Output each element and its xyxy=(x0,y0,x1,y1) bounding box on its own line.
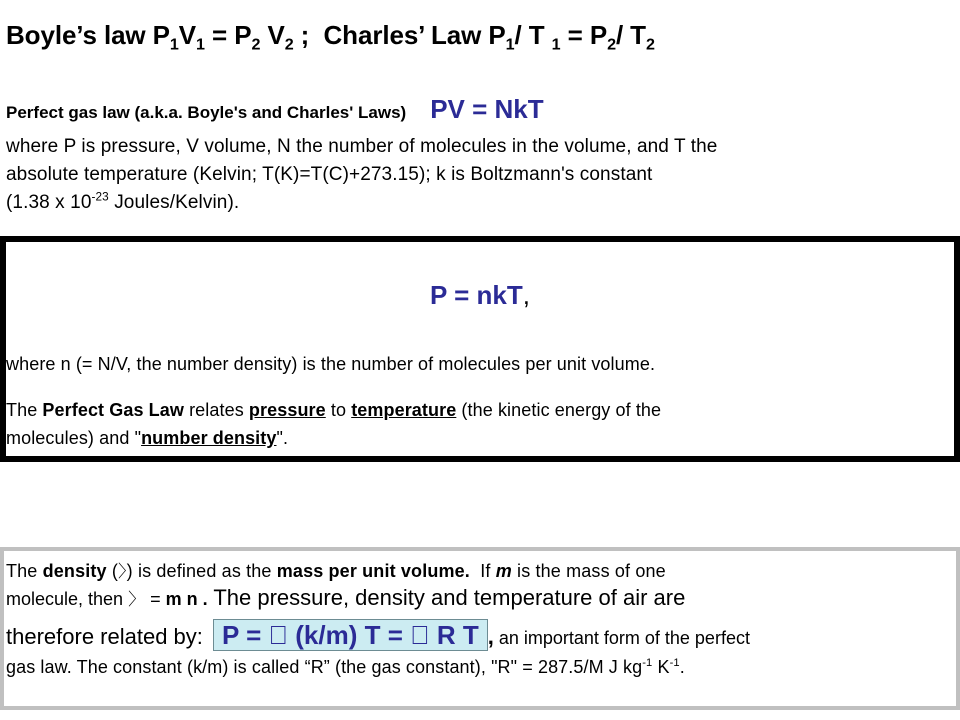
gas-constant-definition: gas law. The constant (k/m) is called “R” (the gas constant), "R" = 287.5/M J kg xyxy=(6,657,643,677)
perfect-gas-law-description xyxy=(6,133,956,217)
perfect-gas-law-label: Perfect gas law (a.k.a. Boyle's and Charles' Laws) xyxy=(6,103,407,122)
subscript: 2 xyxy=(607,35,616,54)
text: an important form of the perfect xyxy=(493,628,750,648)
perfect-gas-law-equation: PV = NkT xyxy=(430,94,544,124)
description-line xyxy=(6,189,956,217)
density-line-4 xyxy=(6,657,685,678)
rho-symbol: 〉 xyxy=(128,590,146,610)
text: relates xyxy=(183,400,249,420)
equation-comma: , xyxy=(487,624,494,649)
subscript: 2 xyxy=(251,35,261,54)
mass-symbol: m xyxy=(495,561,512,581)
equation-text: P = nkT xyxy=(430,280,523,310)
text: If xyxy=(469,561,496,581)
subscript: 1 xyxy=(551,35,561,54)
number-density-term: number density xyxy=(141,428,277,448)
text: molecules) and " xyxy=(6,428,142,448)
exponent: -23 xyxy=(91,190,109,204)
number-density-equation xyxy=(6,280,954,311)
description-line: absolute temperature (Kelvin; T(K)=T(C)+273.15); k is Boltzmann's constant xyxy=(6,164,653,185)
subscript: 2 xyxy=(284,35,294,54)
relation-line xyxy=(6,396,946,424)
charles-law-label: Charles’ Law P xyxy=(323,20,506,50)
heading-text: = P xyxy=(560,20,608,50)
text: K xyxy=(652,657,670,677)
text: The xyxy=(6,561,43,581)
perfect-gas-law-section xyxy=(6,90,956,217)
number-density-box xyxy=(0,236,960,462)
heading-text: V xyxy=(178,20,197,50)
text: to xyxy=(325,400,352,420)
temperature-term: temperature xyxy=(351,400,457,420)
equation-comma: , xyxy=(522,280,530,310)
pressure-term: pressure xyxy=(248,400,326,420)
subscript: 1 xyxy=(196,35,205,54)
text: is the mass of one xyxy=(511,561,666,581)
heading-text: / T xyxy=(615,20,646,50)
heading-text: / T xyxy=(514,20,552,50)
exponent: -1 xyxy=(669,657,680,670)
number-density-definition: where n (= N/V, the number density) is the number of molecules per unit volume. xyxy=(6,354,656,374)
density-line-1 xyxy=(6,557,666,582)
subscript: 2 xyxy=(645,35,655,54)
text: ". xyxy=(276,428,289,448)
mass-per-volume-term: mass per unit volume. xyxy=(276,561,470,581)
gas-constant-equation: P =   (k/m) T =   R T xyxy=(213,619,488,651)
density-term: density xyxy=(42,561,107,581)
heading-text: = P xyxy=(204,20,252,50)
exponent: -1 xyxy=(642,657,653,670)
text: = xyxy=(145,589,166,609)
relation-line xyxy=(6,424,946,452)
text: The pressure, density and temperature of air are xyxy=(207,585,686,610)
text: ) is defined as the xyxy=(126,561,277,581)
rho-symbol: 〉 xyxy=(118,562,127,582)
density-line-2 xyxy=(6,585,685,611)
heading-text: V xyxy=(260,20,285,50)
subscript: 1 xyxy=(169,35,179,54)
density-box xyxy=(0,547,960,710)
page-heading xyxy=(6,20,956,54)
text: . xyxy=(679,657,685,677)
text: therefore related by: xyxy=(6,624,210,649)
boyle-law-label: Boyle’s law P xyxy=(6,20,170,50)
text: molecule, then xyxy=(6,589,129,609)
subscript: 1 xyxy=(505,35,515,54)
boltzmann-value: (1.38 x 10 xyxy=(6,192,92,213)
perfect-gas-law-relation xyxy=(6,396,946,452)
density-line-3 xyxy=(6,619,750,651)
boltzmann-units: Joules/Kelvin). xyxy=(108,192,240,213)
mass-density-formula: m n . xyxy=(165,589,208,609)
text: (the kinetic energy of the xyxy=(456,400,662,420)
description-line: where P is pressure, V volume, N the number of molecules in the volume, and T the xyxy=(6,136,718,157)
heading-separator: ; xyxy=(293,20,324,50)
text: ( xyxy=(106,561,118,581)
text: The xyxy=(6,400,43,420)
perfect-gas-law-term: Perfect Gas Law xyxy=(42,400,184,420)
perfect-gas-law-title xyxy=(6,90,956,133)
